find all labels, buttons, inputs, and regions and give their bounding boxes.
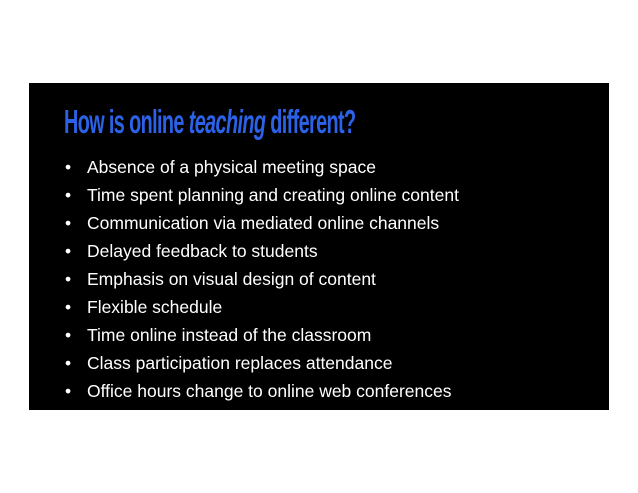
bullet-item: [65, 349, 459, 377]
bullet-text: Time spent planning and creating online content: [87, 185, 459, 205]
title-emphasis: teaching: [188, 103, 266, 140]
bullet-item: [65, 209, 459, 237]
bullet-text: Time online instead of the classroom: [87, 325, 372, 345]
bullet-text: Class participation replaces attendance: [87, 353, 393, 373]
title-text-end: different?: [265, 103, 356, 140]
bullet-item: [65, 265, 459, 293]
bullet-dot: •: [65, 241, 72, 261]
bullet-dot: •: [65, 325, 72, 345]
bullet-text: Communication via mediated online channels: [87, 213, 440, 233]
bullet-dot: •: [65, 185, 72, 205]
bullet-text: Flexible schedule: [87, 297, 223, 317]
bullet-item: [65, 153, 459, 181]
bullet-text: Emphasis on visual design of content: [87, 269, 376, 289]
bullet-list: [65, 153, 459, 405]
bullet-text: Office hours change to online web conferences: [87, 381, 452, 401]
bullet-dot: •: [65, 269, 72, 289]
bullet-item: [65, 181, 459, 209]
bullet-dot: •: [65, 353, 72, 373]
bullet-dot: •: [65, 213, 72, 233]
bullet-item: [65, 237, 459, 265]
title-text-start: How is online: [64, 103, 189, 140]
bullet-item: [65, 321, 459, 349]
bullet-text: Absence of a physical meeting space: [87, 157, 376, 177]
bullet-text: Delayed feedback to students: [87, 241, 318, 261]
bullet-item: [65, 293, 459, 321]
bullet-dot: •: [65, 297, 72, 317]
bullet-dot: •: [65, 381, 72, 401]
bullet-item: [65, 377, 459, 405]
slide: [29, 83, 609, 410]
bullet-dot: •: [65, 157, 72, 177]
slide-title: [64, 103, 356, 141]
